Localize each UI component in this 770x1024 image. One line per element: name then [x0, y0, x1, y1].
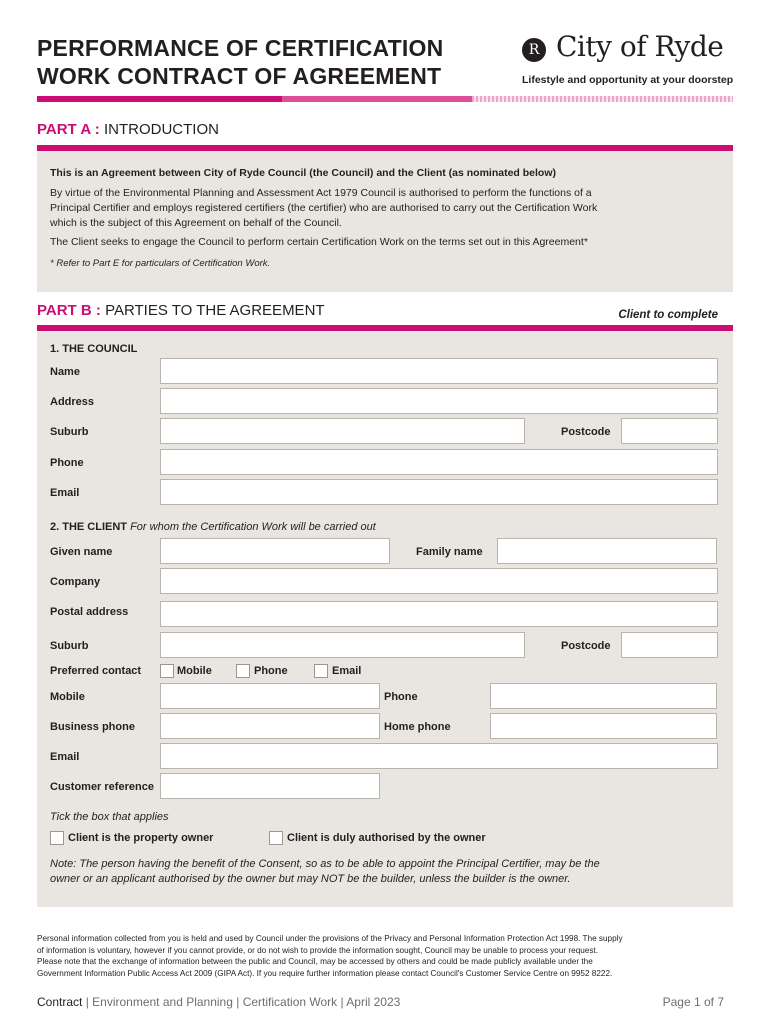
council-name-label: Name [50, 366, 80, 378]
council-address-label: Address [50, 396, 95, 408]
home-phone-label: Home phone [384, 721, 451, 733]
client-heading-label: 2. THE CLIENT [50, 521, 128, 533]
phone-field[interactable] [490, 683, 717, 709]
part-b-heading [37, 302, 325, 319]
postal-address-label: Postal address [50, 606, 129, 618]
given-name-label: Given name [50, 546, 113, 558]
authorised-by-owner-label: Client is duly authorised by the owner [287, 832, 486, 844]
council-suburb-label: Suburb [50, 426, 89, 438]
mobile-field[interactable] [160, 683, 380, 709]
title-line-2: WORK CONTRACT OF AGREEMENT [37, 63, 442, 89]
privacy-line: Personal information collected from you is held and used by Council under the provisions of the Privacy and Personal Information Protection Act 1998. The supply [37, 934, 623, 943]
client-heading [50, 521, 376, 533]
home-phone-field[interactable] [490, 713, 717, 739]
intro-paragraph-1: This is an Agreement between City of Ryde Council (the Council) and the Client (as nominated below) [50, 167, 556, 179]
part-a-heading [37, 121, 219, 138]
privacy-statement [37, 933, 735, 979]
preferred-mobile-checkbox[interactable] [160, 664, 174, 678]
client-heading-note: For whom the Certification Work will be carried out [130, 521, 376, 533]
consent-note-line: Note: The person having the benefit of the Consent, so as to be able to appoint the Principal Certifier, may be the [50, 858, 600, 870]
council-email-label: Email [50, 487, 80, 499]
intro-footnote: * Refer to Part E for particulars of Certification Work. [50, 258, 271, 269]
intro-paragraph-2-line: which is the subject of this Agreement on behalf of the Council. [50, 217, 342, 229]
client-email-field[interactable] [160, 743, 718, 769]
family-name-field[interactable] [497, 538, 717, 564]
tick-prompt: Tick the box that applies [50, 811, 169, 823]
council-email-field[interactable] [160, 479, 718, 505]
mobile-label: Mobile [50, 691, 85, 703]
part-b-label: PART B : [37, 302, 101, 319]
council-address-field[interactable] [160, 388, 718, 414]
city-of-ryde-logo [522, 30, 737, 94]
phone-label: Phone [384, 691, 418, 703]
part-a-panel [37, 151, 733, 292]
customer-reference-label: Customer reference [50, 781, 154, 793]
council-name-field[interactable] [160, 358, 718, 384]
company-label: Company [50, 576, 101, 588]
intro-paragraph-3: The Client seeks to engage the Council to perform certain Certification Work on the terms set out in this Agreement* [50, 236, 588, 248]
customer-reference-field[interactable] [160, 773, 380, 799]
privacy-line: Government Information Public Access Act 2009 (GIPA Act). If you require further information please contact Council's Customer Service Centre on 9952 8222. [37, 968, 613, 978]
privacy-line: of information is voluntary, however if you cannot provide, or do not wish to provide the information sought, Council may be unable to process your request. [37, 945, 598, 955]
title-line-1: PERFORMANCE OF CERTIFICATION [37, 35, 444, 61]
header-color-bar [37, 96, 733, 102]
preferred-contact-label: Preferred contact [50, 665, 142, 677]
property-owner-checkbox[interactable] [50, 831, 64, 845]
header-bar-segment [282, 96, 472, 102]
header-bar-segment [472, 96, 733, 102]
postal-address-field[interactable] [160, 601, 718, 627]
preferred-phone-checkbox[interactable] [236, 664, 250, 678]
business-phone-field[interactable] [160, 713, 380, 739]
part-b-title: PARTIES TO THE AGREEMENT [105, 302, 325, 319]
logo-text: City of Ryde [556, 30, 724, 63]
logo-tagline: Lifestyle and opportunity at your doorstep [522, 74, 734, 86]
logo-badge-icon: R [522, 38, 546, 62]
council-postcode-label: Postcode [561, 426, 611, 438]
client-postcode-field[interactable] [621, 632, 718, 658]
preferred-mobile-label: Mobile [177, 665, 212, 677]
client-suburb-field[interactable] [160, 632, 525, 658]
given-name-field[interactable] [160, 538, 390, 564]
client-email-label: Email [50, 751, 80, 763]
page-number: Page 1 of 7 [662, 995, 724, 1009]
property-owner-label: Client is the property owner [68, 832, 214, 844]
council-postcode-field[interactable] [621, 418, 718, 444]
header-bar-segment [37, 96, 282, 102]
authorised-by-owner-checkbox[interactable] [269, 831, 283, 845]
client-suburb-label: Suburb [50, 640, 89, 652]
intro-paragraph-2-line: By virtue of the Environmental Planning and Assessment Act 1979 Council is authorised to perform the functions of a [50, 187, 592, 199]
council-phone-field[interactable] [160, 449, 718, 475]
business-phone-label: Business phone [50, 721, 135, 733]
footer-breadcrumb [37, 995, 400, 1009]
client-to-complete-note: Client to complete [618, 309, 718, 321]
privacy-line: Please note that the exchange of information between the public and Council, may be accessed by others and could be made publicly available under the [37, 957, 593, 966]
client-postcode-label: Postcode [561, 640, 611, 652]
part-a-label: PART A : [37, 121, 100, 138]
part-a-title: INTRODUCTION [103, 121, 219, 138]
council-heading: 1. THE COUNCIL [50, 343, 138, 355]
council-phone-label: Phone [50, 457, 84, 469]
footer-doc-type: Contract [37, 995, 83, 1009]
preferred-email-label: Email [332, 665, 362, 677]
intro-paragraph-2 [50, 186, 720, 231]
council-suburb-field[interactable] [160, 418, 525, 444]
preferred-phone-label: Phone [254, 665, 288, 677]
footer-path: | Environment and Planning | Certification Work | April 2023 [82, 995, 401, 1009]
document-title [37, 34, 497, 90]
family-name-label: Family name [416, 546, 483, 558]
consent-note [50, 857, 725, 887]
company-field[interactable] [160, 568, 718, 594]
preferred-email-checkbox[interactable] [314, 664, 328, 678]
intro-paragraph-2-line: Principal Certifier and employs registered certifiers (the certifier) who are authorised to carry out the Certification Work [50, 202, 598, 214]
consent-note-line: owner or an applicant authorised by the owner but may NOT be the builder, unless the builder is the owner. [50, 873, 571, 885]
